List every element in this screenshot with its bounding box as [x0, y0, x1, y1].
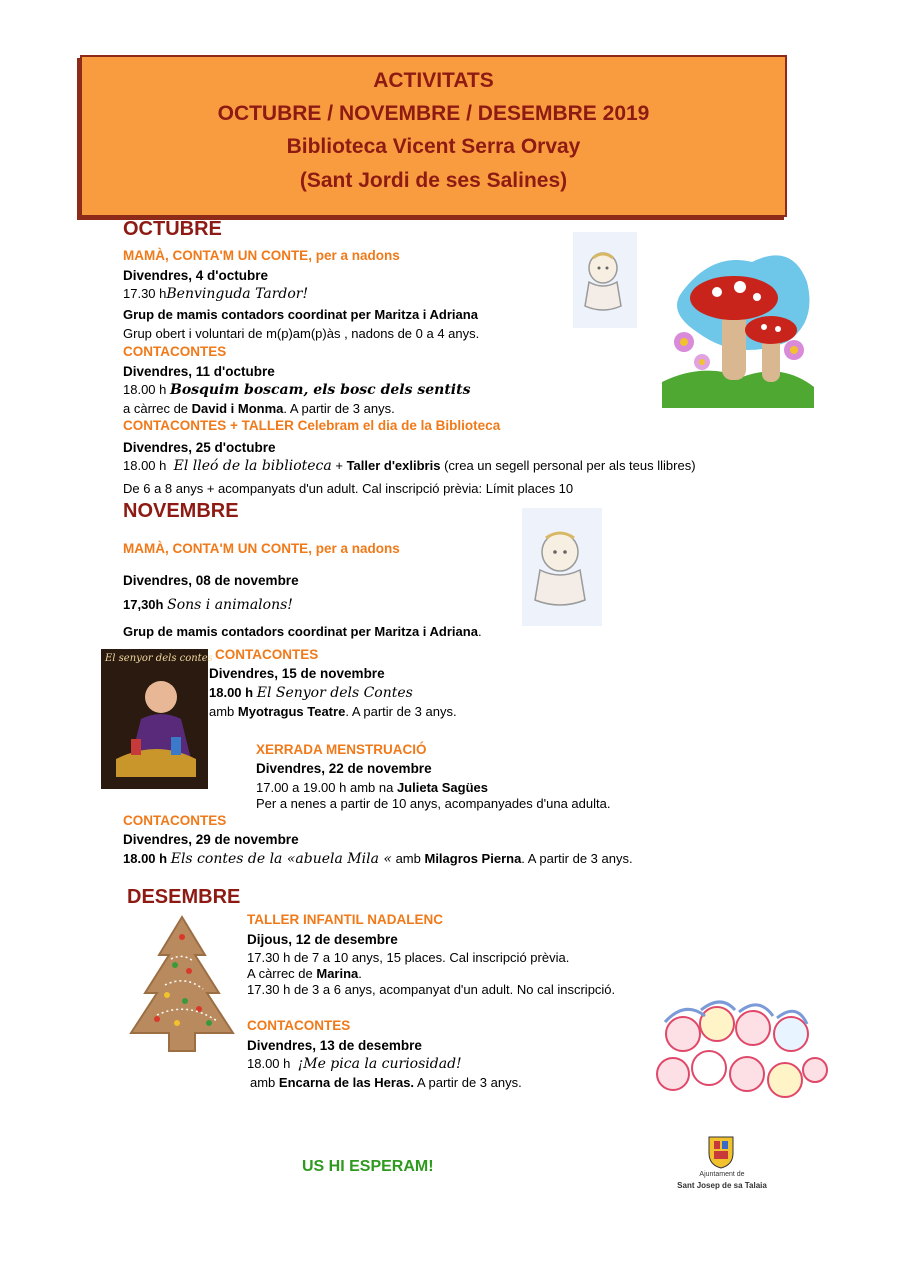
event-time: 17,30h — [123, 597, 164, 612]
event-line — [209, 685, 413, 701]
text-fragment: . A partir de 3 anys. — [521, 851, 633, 866]
event-date: Divendres, 25 d'octubre — [123, 440, 276, 455]
text-fragment: + — [331, 458, 347, 473]
month-novembre: NOVEMBRE — [123, 500, 239, 522]
header-months: OCTUBRE / NOVEMBRE / DESEMBRE 2019 — [217, 102, 650, 125]
event-group — [123, 624, 482, 639]
event-date: Divendres, 15 de novembre — [209, 666, 385, 681]
event-category: MAMÀ, CONTA'M UN CONTE, per a nadons — [123, 248, 400, 263]
performer-name: Marina — [316, 966, 359, 981]
header-title: ACTIVITATS — [373, 69, 494, 92]
event-date: Dijous, 12 de desembre — [247, 932, 398, 947]
header-box — [80, 55, 787, 217]
header-library: Biblioteca Vicent Serra Orvay — [286, 135, 581, 158]
event-time: 18.00 h — [123, 851, 168, 866]
event-line — [123, 597, 293, 613]
event-note — [123, 401, 395, 416]
performer-name: Myotragus Teatre — [237, 704, 346, 719]
header-location: (Sant Jordi de ses Salines) — [299, 169, 568, 192]
performer-name: David i Monma — [191, 401, 284, 416]
text-fragment: amb — [391, 851, 425, 866]
event-title: El lleó de la biblioteca — [173, 458, 332, 474]
baby-illustration — [522, 508, 602, 626]
text-fragment: (crea un segell personal per als teus llibres) — [440, 458, 696, 473]
event-category: MAMÀ, CONTA'M UN CONTE, per a nadons — [123, 541, 400, 556]
event-time: 18.00 h — [123, 382, 167, 397]
text-fragment: A partir de 3 anys. — [414, 1075, 522, 1090]
text-fragment: A càrrec de — [247, 966, 317, 981]
month-octubre: OCTUBRE — [123, 218, 222, 240]
event-title: El Senyor dels Contes — [256, 685, 413, 701]
event-time: 18.00 h — [123, 458, 167, 473]
event-note: 17.30 h de 3 a 6 anys, acompanyat d'un adult. No cal inscripció. — [247, 982, 616, 997]
text-fragment: a càrrec de — [123, 401, 192, 416]
event-note: De 6 a 8 anys + acompanyats d'un adult. Cal inscripció prèvia: Límit places 10 — [123, 481, 574, 496]
mushrooms-illustration — [662, 232, 814, 408]
event-note: Per a nenes a partir de 10 anys, acompanyades d'una adulta. — [256, 796, 611, 811]
event-note — [247, 966, 362, 981]
month-desembre: DESEMBRE — [127, 886, 241, 908]
event-title: Benvinguda Tardor! — [166, 286, 309, 302]
event-line — [123, 382, 470, 398]
event-line — [123, 851, 633, 867]
event-line — [256, 780, 488, 795]
event-category: XERRADA MENSTRUACIÓ — [256, 742, 427, 757]
event-category: CONTACONTES — [123, 813, 227, 828]
logo-line-1: Ajuntament de — [699, 1171, 745, 1178]
event-note — [209, 704, 457, 719]
event-line — [247, 1056, 462, 1072]
event-title: Bosquim boscam, els bosc dels sentits — [170, 382, 471, 398]
performer-name: Milagros Pierna — [424, 851, 522, 866]
event-date: Divendres, 08 de novembre — [123, 573, 299, 588]
book-cover-image — [101, 649, 213, 789]
event-note: 17.30 h de 7 a 10 anys, 15 places. Cal inscripció prèvia. — [247, 950, 570, 965]
event-title: ¡Me pica la curiosidad! — [297, 1056, 462, 1072]
coat-of-arms-icon — [706, 1133, 736, 1169]
event-group: Grup de mamis contadors coordinat per Maritza i Adriana — [123, 307, 478, 322]
text-fragment: amb — [250, 1075, 279, 1090]
group-name: Grup de mamis contadors coordinat per Maritza i Adriana — [123, 624, 478, 639]
workshop-name: Taller d'exlibris — [346, 458, 441, 473]
text-fragment: amb — [209, 704, 238, 719]
event-title: Sons i animalons! — [167, 597, 293, 613]
event-date: Divendres, 11 d'octubre — [123, 364, 275, 379]
event-category: TALLER INFANTIL NADALENC — [247, 912, 443, 927]
event-time: 18.00 h — [247, 1056, 291, 1071]
text-fragment: . A partir de 3 anys. — [345, 704, 457, 719]
performer-name: Encarna de las Heras. — [278, 1075, 415, 1090]
event-category: CONTACONTES — [215, 647, 319, 662]
event-category: CONTACONTES + TALLER Celebram el dia de la Biblioteca — [123, 418, 501, 433]
event-time: 18.00 h — [209, 685, 254, 700]
book-cover-caption: El senyor dels contes — [105, 653, 213, 664]
event-line — [123, 458, 696, 474]
event-date: Divendres, 4 d'octubre — [123, 268, 268, 283]
event-date: Divendres, 29 de novembre — [123, 832, 299, 847]
logo-line-2: Sant Josep de sa Talaia — [677, 1181, 767, 1190]
christmas-tree-cookie — [127, 915, 237, 1053]
text-fragment: . A partir de 3 anys. — [283, 401, 395, 416]
event-category: CONTACONTES — [247, 1018, 351, 1033]
event-note: Grup obert i voluntari de m(p)am(p)às , nadons de 0 a 4 anys. — [123, 326, 480, 341]
children-faces-illustration — [655, 998, 829, 1116]
event-date: Divendres, 13 de desembre — [247, 1038, 422, 1053]
event-note — [250, 1075, 522, 1090]
event-date: Divendres, 22 de novembre — [256, 761, 432, 776]
event-time: 17.30 h — [123, 286, 167, 301]
baby-illustration — [573, 232, 637, 328]
event-category: CONTACONTES — [123, 344, 227, 359]
text-fragment: . — [477, 624, 482, 639]
town-hall-logo — [660, 1133, 784, 1195]
event-title: Els contes de la «abuela Mila « — [170, 851, 392, 867]
closing-message: US HI ESPERAM! — [302, 1158, 434, 1175]
event-time: 17.00 a 19.00 h amb na — [256, 780, 397, 795]
speaker-name: Julieta Sagües — [396, 780, 488, 795]
event-line — [123, 286, 308, 302]
text-fragment: . — [358, 966, 362, 981]
